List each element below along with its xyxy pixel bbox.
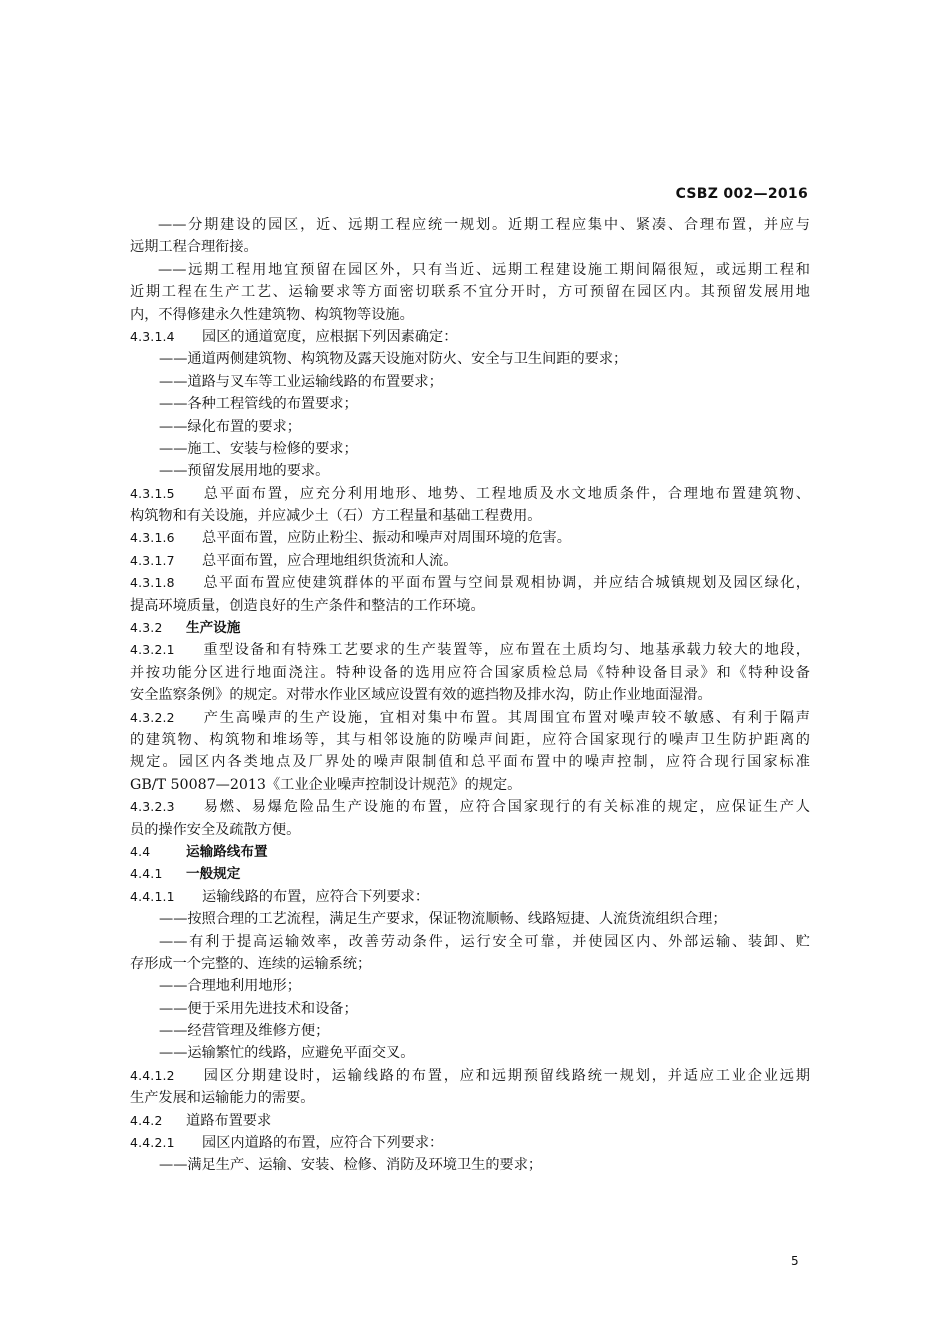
line-text: 并按功能分区进行地面浇注。特种设备的选用应符合国家质检总局《特种设备目录》和《特种设备 [130,664,810,681]
clause-number: 4.4.1.1 [130,888,175,904]
line-text: 近期工程在生产工艺、运输要求等方面密切联系不宜分开时，方可预留在园区内。其预留发展用地 [130,284,810,301]
line-text: 规定。园区内各类地点及厂界处的噪声限制值和总平面布置中的噪声控制，应符合现行国家标准 [130,754,810,771]
clause-line [130,326,810,348]
line-text: ——经营管理及维修方便； [159,1023,330,1040]
line-text: ——便于采用先进技术和设备； [159,1000,358,1017]
clause-number: 4.3.2.2 [130,709,175,725]
line-text: 道路布置要求 [186,1112,272,1129]
text-line [130,953,810,975]
text-line [130,259,810,281]
line-text: ——预留发展用地的要求。 [159,463,330,480]
clause-line [130,1065,810,1087]
text-line [130,908,810,930]
line-text: 构筑物和有关设施，并应减少土（石）方工程量和基础工程费用。 [130,508,542,525]
line-text: 远期工程合理衔接。 [130,239,258,256]
text-line [130,416,810,438]
page-number: 5 [791,1254,799,1268]
clause-line [130,617,810,639]
line-text: ——施工、安装与检修的要求； [159,440,358,457]
text-line [130,975,810,997]
text-line [130,1154,810,1176]
text-line [130,460,810,482]
line-text: 总平面布置，应防止粉尘、振动和噪声对周围环境的危害。 [202,530,571,547]
clause-number: 4.3.2.1 [130,642,175,658]
line-text: 总平面布置应使建筑群体的平面布置与空间景观相协调，并应结合城镇规划及园区绿化， [202,575,810,592]
text-line [130,214,810,236]
clause-line [130,886,810,908]
line-text: ——绿化布置的要求； [159,418,301,435]
clause-line [130,796,810,818]
line-text: 总平面布置，应合理地组织货流和人流。 [202,552,458,569]
line-text: ——有利于提高运输效率，改善劳动条件，运行安全可靠，并使园区内、外部运输、装卸、贮 [159,933,810,950]
section-heading-text: 运输路线布置 [186,843,268,860]
section-heading-text: 一般规定 [186,866,241,883]
clause-number: 4.3.2 [130,620,163,636]
text-line [130,1087,810,1109]
section-heading-text: 生产设施 [186,620,241,637]
clause-line [130,1110,810,1132]
text-line [130,998,810,1020]
document-body [130,214,810,1177]
line-text: ——按照合理的工艺流程，满足生产要求，保证物流顺畅、线路短捷、人流货流组织合理； [159,911,727,928]
line-text: ——满足生产、运输、安装、检修、消防及环境卫生的要求； [159,1157,543,1174]
text-line [130,304,810,326]
clause-number: 4.3.1.8 [130,575,175,591]
clause-number: 4.3.2.3 [130,799,175,815]
line-text: 的建筑物、构筑物和堆场等，其与相邻设施的防噪声间距，应符合国家现行的噪声卫生防护距离的 [130,731,810,748]
text-line [130,1042,810,1064]
text-line [130,1020,810,1042]
line-text: ——运输繁忙的线路，应避免平面交叉。 [159,1045,415,1062]
text-line [130,595,810,617]
clause-line [130,707,810,729]
text-line [130,236,810,258]
line-text: 易燃、易爆危险品生产设施的布置，应符合国家现行的有关标准的规定，应保证生产人 [202,799,810,816]
clause-line [130,639,810,661]
clause-line [130,863,810,885]
line-text: ——合理地利用地形； [159,978,301,995]
text-line [130,774,810,796]
clause-number: 4.4.1 [130,866,163,882]
text-line [130,751,810,773]
text-line [130,662,810,684]
line-text: 运输线路的布置，应符合下列要求： [202,888,430,905]
line-text: 生产发展和运输能力的需要。 [130,1090,315,1107]
text-line [130,393,810,415]
line-text: ——通道两侧建筑物、构筑物及露天设施对防火、安全与卫生间距的要求； [159,351,628,368]
line-text: ——各种工程管线的布置要求； [159,396,358,413]
line-text: 园区内道路的布置，应符合下列要求： [202,1135,444,1152]
line-text: ——分期建设的园区，近、远期工程应统一规划。近期工程应集中、紧凑、合理布置，并应与 [158,217,810,233]
clause-line [130,550,810,572]
text-line [130,684,810,706]
line-text: GB/T 50087—2013《工业企业噪声控制设计规范》的规定。 [130,776,522,793]
line-text: 总平面布置，应充分利用地形、地势、工程地质及水文地质条件，合理地布置建筑物、 [202,485,810,502]
text-line [130,281,810,303]
text-line [130,505,810,527]
line-text: 园区分期建设时，运输线路的布置，应和远期预留线路统一规划，并适应工业企业远期 [202,1067,810,1084]
clause-number: 4.4.1.2 [130,1067,175,1083]
text-line [130,931,810,953]
clause-number: 4.3.1.6 [130,530,175,546]
line-text: 员的操作安全及疏散方便。 [130,821,301,838]
text-line [130,438,810,460]
clause-line [130,527,810,549]
clause-line [130,572,810,594]
clause-number: 4.3.1.7 [130,552,175,568]
clause-line [130,483,810,505]
clause-number: 4.4.2.1 [130,1135,175,1151]
clause-number: 4.3.1.5 [130,485,175,501]
clause-line [130,841,810,863]
clause-number: 4.4.2 [130,1112,163,1128]
line-text: ——道路与叉车等工业运输线路的布置要求； [159,373,443,390]
clause-number: 4.3.1.4 [130,328,175,344]
text-line [130,819,810,841]
text-line [130,729,810,751]
line-text: ——远期工程用地宜预留在园区外，只有当近、远期工程建设施工期间隔很短，或远期工程和 [158,261,810,278]
document-code: CSBZ 002—2016 [675,186,808,202]
line-text: 存形成一个完整的、连续的运输系统； [130,955,372,972]
line-text: 安全监察条例》的规定。对带水作业区域应设置有效的遮挡物及排水沟，防止作业地面湿滑。 [130,687,712,704]
clause-number: 4.4 [130,843,151,859]
line-text: 内，不得修建永久性建筑物、构筑物等设施。 [130,306,414,323]
text-line [130,348,810,370]
line-text: 重型设备和有特殊工艺要求的生产装置等，应布置在土质均匀、地基承载力较大的地段， [202,642,810,659]
text-line [130,371,810,393]
clause-line [130,1132,810,1154]
line-text: 产生高噪声的生产设施，宜相对集中布置。其周围宜布置对噪声较不敏感、有利于隔声 [202,709,810,726]
line-text: 提高环境质量，创造良好的生产条件和整洁的工作环境。 [130,597,485,614]
line-text: 园区的通道宽度，应根据下列因素确定： [202,328,458,345]
